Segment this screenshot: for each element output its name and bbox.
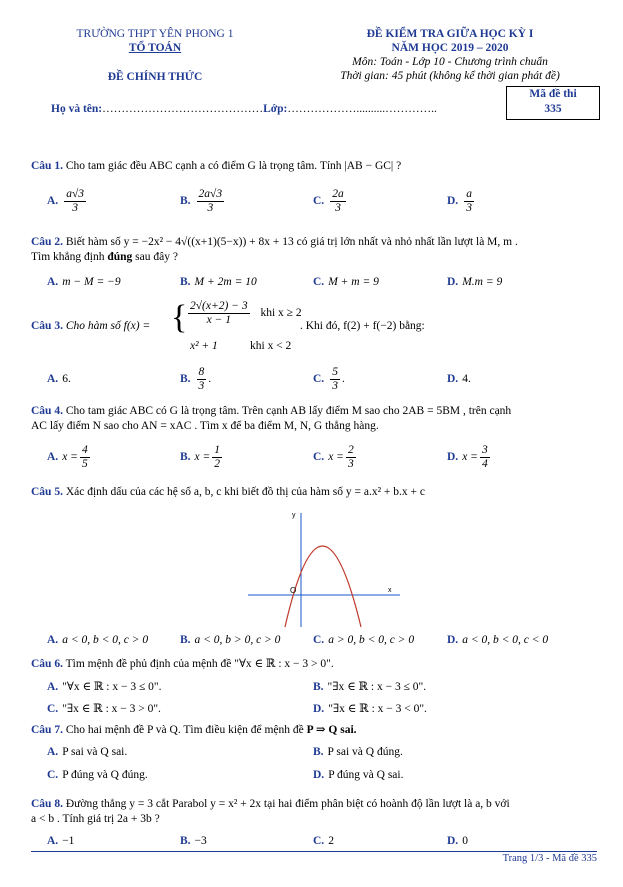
footer-rule xyxy=(31,851,597,852)
q8-option-c[interactable]: C. 2 xyxy=(313,835,334,847)
question-1 xyxy=(31,159,597,174)
q7-option-a[interactable]: A. P sai và Q sai. xyxy=(47,746,128,758)
q5-option-d[interactable]: D. a < 0, b < 0, c < 0 xyxy=(447,634,549,646)
q1-option-b[interactable]: B. $\frac{2a√3}{3}$ xyxy=(180,188,223,214)
parabola-graph xyxy=(240,505,410,629)
piece-2: x² + 1 xyxy=(190,340,218,352)
q1-option-d[interactable]: D. $\frac{a}{3}$ xyxy=(447,188,472,214)
question-text: Đường thẳng y = 3 cắt Parabol y = x² + 2x tại hai điểm phân biệt có hoành độ lần lượt là a, b với xyxy=(65,798,510,810)
q7-option-b[interactable]: B. P sai và Q đúng. xyxy=(313,746,403,758)
question-text: Tìm mệnh đề phủ định của mệnh đề "∀x ∈ ℝ : x − 3 > 0". xyxy=(65,658,334,670)
q4-option-b[interactable]: B. x = $\frac{1}{2}$ xyxy=(180,444,221,470)
question-label: Câu 6. xyxy=(31,658,63,670)
question-8: Câu 8. Đường thẳng y = 3 cắt Parabol y = x² + 2x tại hai điểm phân biệt có hoành độ lần lượt là a, b với a < b . Tính giá trị 2a + 3b ? xyxy=(31,798,510,825)
department: TỔ TOÁN xyxy=(128,42,182,54)
question-label: Câu 1. xyxy=(31,160,63,172)
q2-option-c[interactable]: C. M + m = 9 xyxy=(313,276,379,288)
school-name: TRƯỜNG THPT YÊN PHONG 1 xyxy=(76,28,234,40)
q4-option-a[interactable]: A. x = $\frac{4}{5}$ xyxy=(47,444,88,470)
q3-option-a[interactable]: A. 6. xyxy=(47,373,71,385)
exam-code-box xyxy=(506,86,600,120)
q6-option-d[interactable]: D. "∃x ∈ ℝ : x − 3 < 0". xyxy=(313,703,427,715)
time-line: Thời gian: 45 phút (không kể thời gian phát đề) xyxy=(340,70,560,82)
q2-option-b[interactable]: B. M + 2m = 10 xyxy=(180,276,257,288)
q4-option-c[interactable]: C. x = $\frac{2}{3}$ xyxy=(313,444,354,470)
q3-option-b[interactable]: B. $\frac{8}{3}$ . xyxy=(180,366,212,392)
name-label: Họ và tên: xyxy=(51,103,103,115)
question-text: Xác định dấu của các hệ số a, b, c khi biết đồ thị của hàm số y = a.x² + b.x + c xyxy=(65,486,426,498)
question-3: Câu 3. Cho hàm số f(x) = xyxy=(31,320,151,332)
q2-option-d[interactable]: D. M.m = 9 xyxy=(447,276,503,288)
origin-label: O xyxy=(290,586,297,595)
name-dots[interactable]: …………………………………… xyxy=(102,103,264,115)
question-label: Câu 8. xyxy=(31,798,63,810)
subject-line: Môn: Toán - Lớp 10 - Chương trình chuẩn xyxy=(352,56,548,68)
question-label: Câu 2. xyxy=(31,236,63,248)
brace: { xyxy=(171,299,188,336)
exam-code-label: Mã đề thi xyxy=(529,88,577,100)
class-label: Lớp: xyxy=(263,103,288,115)
question-2: Câu 2. Biết hàm số y = −2x² − 4√((x+1)(5−x)) + 8x + 13 có giá trị lớn nhất và nhỏ nhất lần lượt là M, m . Tìm khẳng định đúng sau đây ? xyxy=(31,236,518,263)
piece-2-cond: khi x < 2 xyxy=(250,340,292,352)
question-text: Cho tam giác ABC có G là trọng tâm. Trên cạnh AB lấy điểm M sao cho 2AB = 5BM , trên cạnh xyxy=(65,405,512,417)
question-label: Câu 7. xyxy=(31,724,63,736)
question-5 xyxy=(31,485,597,500)
class-dots[interactable]: ………………..........………….. xyxy=(287,103,437,115)
question-label: Câu 5. xyxy=(31,486,63,498)
page-footer: Trang 1/3 - Mã đề 335 xyxy=(502,853,597,864)
question-text: . Khi đó, f(2) + f(−2) bằng: xyxy=(300,320,425,332)
q4-option-d[interactable]: D. x = $\frac{3}{4}$ xyxy=(447,444,488,470)
q2-option-a[interactable]: A. m − M = −9 xyxy=(47,276,121,288)
q6-option-a[interactable]: A. "∀x ∈ ℝ : x − 3 ≤ 0". xyxy=(47,681,162,693)
q3-option-d[interactable]: D. 4. xyxy=(447,373,471,385)
q1-option-c[interactable]: C. $\frac{2a}{3}$ xyxy=(313,188,344,214)
q8-option-a[interactable]: A. −1 xyxy=(47,835,75,847)
q6-option-c[interactable]: C. "∃x ∈ ℝ : x − 3 > 0". xyxy=(47,703,161,715)
y-axis-label: y xyxy=(292,512,296,519)
q6-option-b[interactable]: B. "∃x ∈ ℝ : x − 3 ≤ 0". xyxy=(313,681,427,693)
q5-option-a[interactable]: A. a < 0, b < 0, c > 0 xyxy=(47,634,149,646)
parabola-curve xyxy=(285,546,361,627)
q8-option-d[interactable]: D. 0 xyxy=(447,835,468,847)
question-text: Biết hàm số y = −2x² − 4√((x+1)(5−x)) + 8x + 13 có giá trị lớn nhất và nhỏ nhất lần lượt là M, m . xyxy=(65,236,518,248)
question-7: Câu 7. Cho hai mệnh đề P và Q. Tìm điều kiện để mệnh đề P ⇒ Q sai. xyxy=(31,724,357,736)
q7-option-d[interactable]: D. P đúng và Q sai. xyxy=(313,769,404,781)
student-info xyxy=(51,103,437,115)
question-4: Câu 4. Cho tam giác ABC có G là trọng tâm. Trên cạnh AB lấy điểm M sao cho 2AB = 5BM , trên cạnh AC lấy điểm N sao cho AN = xAC . Tìm x để ba điểm M, N, G thẳng hàng. xyxy=(31,405,512,432)
piecewise: $\frac{2√(x+2) - 3}{x - 1}$ khi x ≥ 2 xyxy=(190,300,302,326)
q1-option-a[interactable]: A. $\frac{a√3}{3}$ xyxy=(47,188,84,214)
exam-code: 335 xyxy=(544,103,562,115)
exam-title: ĐỀ KIỂM TRA GIỮA HỌC KỲ I xyxy=(366,28,534,40)
question-label: Câu 4. xyxy=(31,405,63,417)
question-label: Câu 3. xyxy=(31,320,63,332)
q3-option-c[interactable]: C. $\frac{5}{3}$ . xyxy=(313,366,345,392)
question-text: Cho tam giác đều ABC cạnh a có điểm G là trọng tâm. Tính |AB − GC| ? xyxy=(65,160,402,172)
question-text: Cho hai mệnh đề P và Q. Tìm điều kiện để mệnh đề xyxy=(65,724,307,736)
q5-option-b[interactable]: B. a < 0, b > 0, c > 0 xyxy=(180,634,281,646)
official-label: ĐỀ CHÍNH THỨC xyxy=(107,71,203,83)
x-axis-label: x xyxy=(388,587,392,594)
q5-option-c[interactable]: C. a > 0, b < 0, c > 0 xyxy=(313,634,415,646)
school-year: NĂM HỌC 2019 – 2020 xyxy=(391,42,509,54)
question-6 xyxy=(31,657,597,672)
q7-option-c[interactable]: C. P đúng và Q đúng. xyxy=(47,769,148,781)
q8-option-b[interactable]: B. −3 xyxy=(180,835,207,847)
